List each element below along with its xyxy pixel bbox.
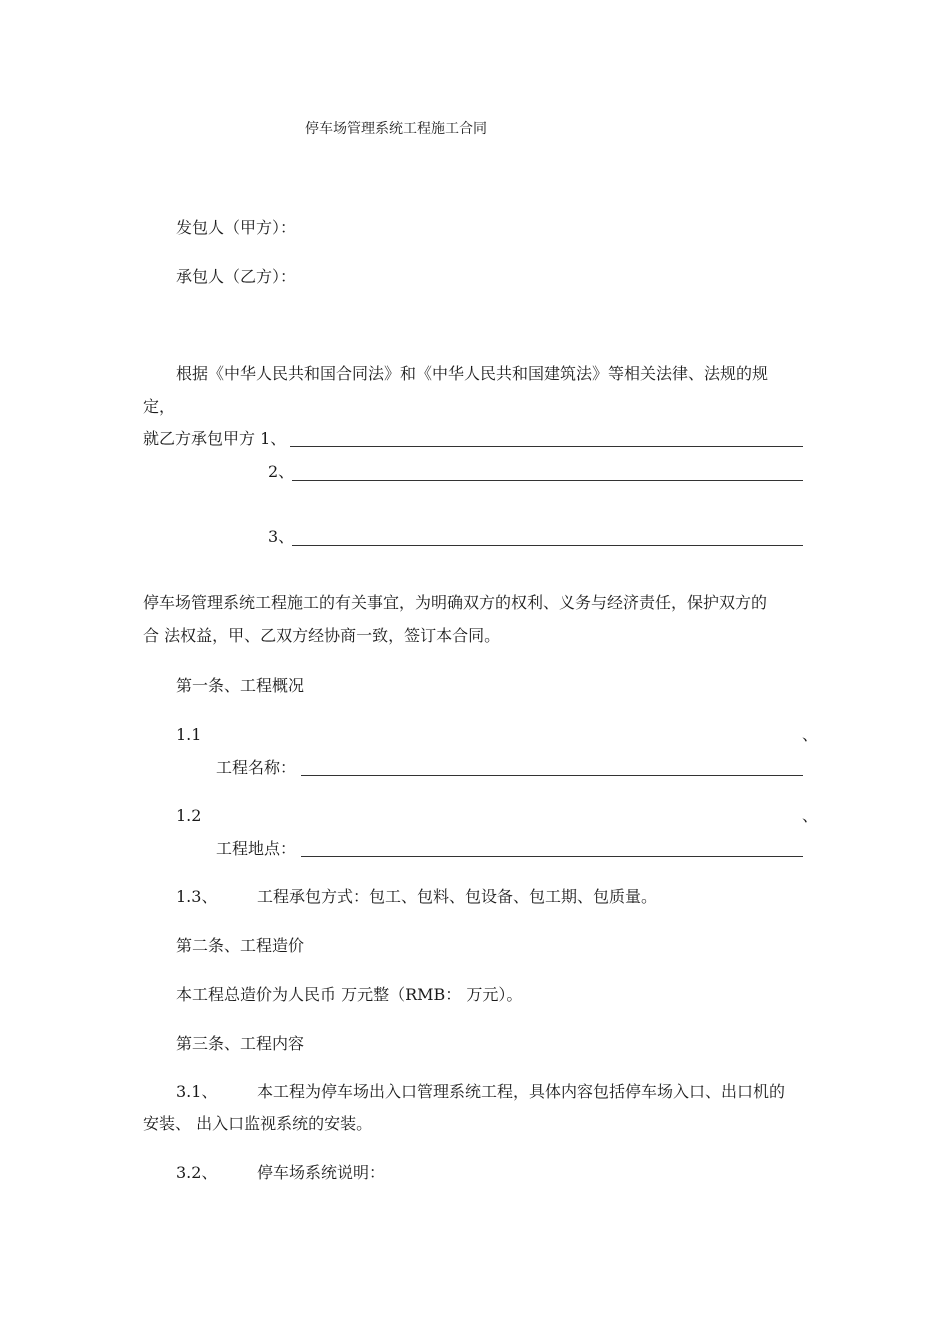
blank-line-project-3	[292, 545, 803, 546]
party-a-label: 发包人（甲方）：	[176, 218, 297, 237]
article-1-heading: 第一条、工程概况	[176, 676, 305, 695]
preamble-item-3: 3、	[268, 527, 295, 546]
item-3-1-line-1: 本工程为停车场出入口管理系统工程，具体内容包括停车场入口、出口机的	[257, 1082, 786, 1101]
preamble-line-2: 定，	[143, 397, 176, 416]
blank-line-project-1	[290, 446, 803, 447]
article-2-text: 本工程总造价为人民币 万元整（RMB： 万元）。	[176, 985, 523, 1004]
item-1-1-mark: 、	[802, 725, 819, 744]
item-1-2-mark: 、	[802, 806, 819, 825]
preamble-line-3: 就乙方承包甲方 1、	[143, 429, 287, 448]
item-3-2-text: 停车场系统说明：	[257, 1163, 386, 1182]
item-1-1-number: 1.1	[176, 725, 202, 744]
article-2-heading: 第二条、工程造价	[176, 936, 305, 955]
purpose-line-1: 停车场管理系统工程施工的有关事宜，为明确双方的权利、义务与经济责任，保护双方的	[143, 593, 768, 612]
item-3-1-line-2: 安装、 出入口监视系统的安装。	[143, 1114, 373, 1133]
purpose-line-2: 合 法权益，甲、乙双方经协商一致，签订本合同。	[143, 626, 501, 645]
document-title: 停车场管理系统工程施工合同	[305, 121, 487, 137]
preamble-line-1: 根据《中华人民共和国合同法》和《中华人民共和国建筑法》等相关法律、法规的规	[176, 364, 769, 383]
item-1-3-text: 工程承包方式：包工、包料、包设备、包工期、包质量。	[257, 887, 658, 906]
item-3-1-number: 3.1、	[176, 1082, 218, 1101]
item-1-3-number: 1.3、	[176, 887, 218, 906]
party-b-label: 承包人（乙方）：	[176, 267, 297, 286]
article-3-heading: 第三条、工程内容	[176, 1034, 305, 1053]
project-location-blank	[301, 856, 803, 857]
blank-line-project-2	[292, 480, 803, 481]
project-name-label: 工程名称：	[216, 758, 297, 777]
preamble-item-2: 2、	[268, 462, 295, 481]
item-1-2-number: 1.2	[176, 806, 202, 825]
item-3-2-number: 3.2、	[176, 1163, 218, 1182]
project-location-label: 工程地点：	[216, 839, 297, 858]
project-name-blank	[301, 775, 803, 776]
